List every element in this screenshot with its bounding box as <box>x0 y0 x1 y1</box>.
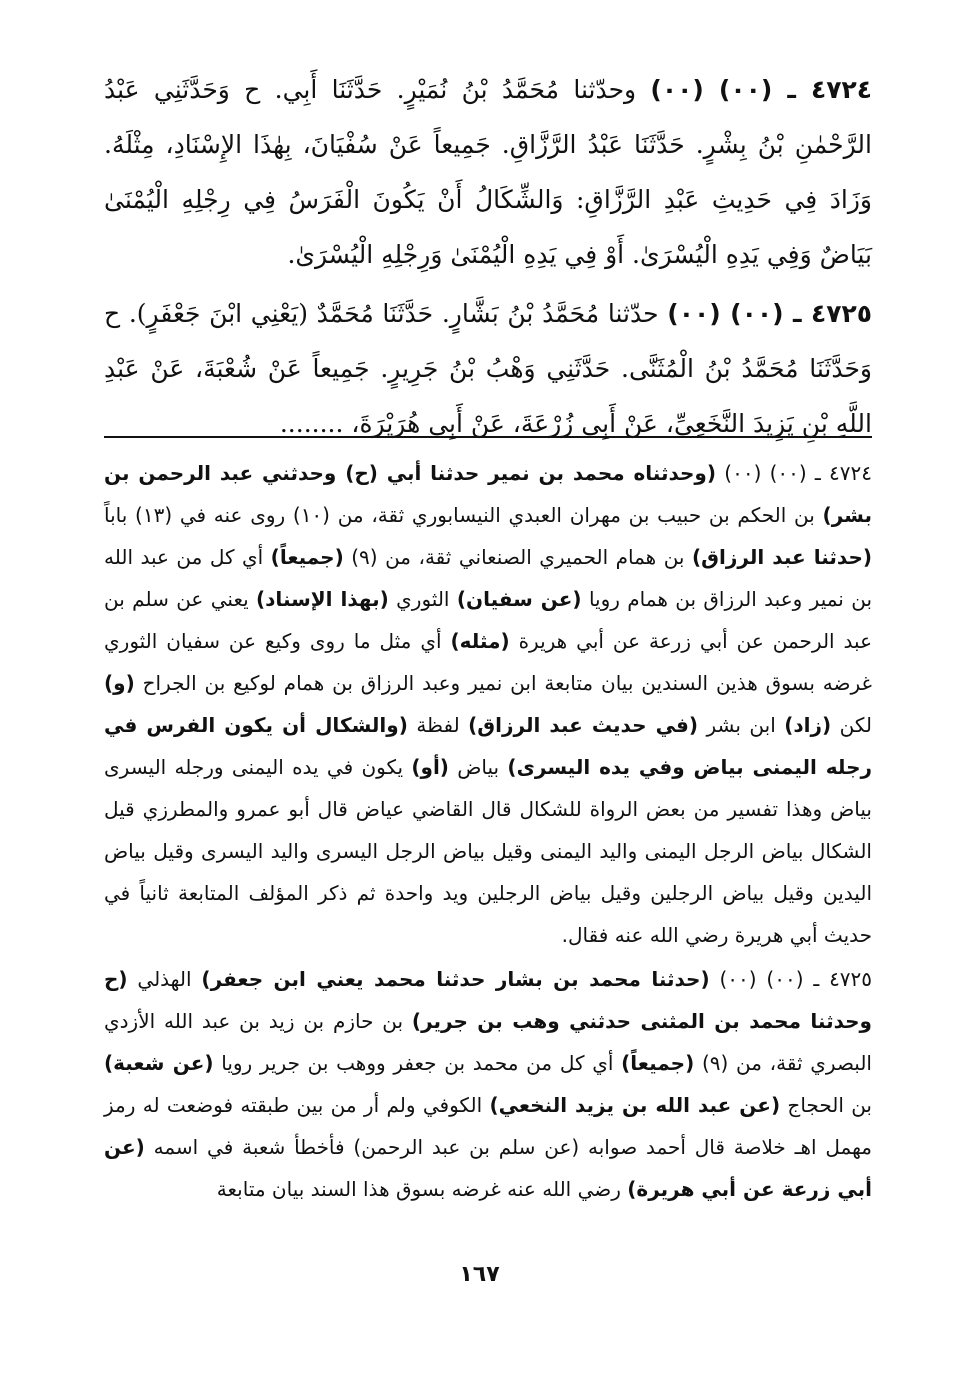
hadith-number: ٤٧٢٥ ـ (٠٠) (٠٠) <box>667 299 873 328</box>
explanation-text: يعني عن سلم بن عبد الرحمن عن أبي زرعة عن أبي هريرة <box>104 587 873 653</box>
explanation-text: لكن <box>839 713 873 737</box>
quoted-text: (جميعاً) <box>621 1051 695 1075</box>
explanation-text: ابن بشر <box>706 713 776 737</box>
hadith-number: ٤٧٢٤ ـ (٠٠) (٠٠) <box>650 75 872 104</box>
quoted-text: (حدثنا عبد الرزاق) <box>691 545 873 569</box>
explanation-text: بن الحكم بن حبيب بن مهران العبدي النيسابوري ثقة، من (١٠) روى عنه في (١٣) باباً <box>104 503 815 527</box>
explanation-text: بن الحجاج <box>787 1093 872 1117</box>
hadith-body: وحدّثنا مُحَمَّدُ بْنُ نُمَيْرٍ. حَدَّثَنَا أَبِي. ح وَحَدَّثَنِي عَبْدُ الرَّحْمٰنِ بْنُ بِشْرٍ. حَدَّثَنَا عَبْدُ الرَّزَّاقِ. جَمِيعاً عَنْ سُفْيَانَ، بِهٰذَا الإِسْنَادِ، مِثْلَهُ. وَزَادَ فِي حَدِيثِ عَبْدِ الرَّزَّاقِ: وَالشِّكَالُ أَنْ يَكُونَ الْفَرَسُ فِي رِجْلِهِ الْيُمْنَىٰ بَيَاضٌ وَفِي يَدِهِ الْيُسْرَىٰ. أَوْ فِي يَدِهِ الْيُمْنَىٰ وَرِجْلِهِ الْيُسْرَىٰ. <box>104 75 872 269</box>
quoted-text: (عن شعبة) <box>104 1051 214 1075</box>
explanation-text: رضي الله عنه غرضه بسوق هذا السند بيان متابعة <box>216 1177 621 1201</box>
quoted-text: (عن سفيان) <box>456 587 582 611</box>
quoted-text: (حدثنا محمد بن بشار حدثنا محمد يعني ابن جعفر) <box>201 967 710 991</box>
explanation-text: الثوري <box>396 587 450 611</box>
commentary-4725 <box>104 958 872 1210</box>
explanation-text: أي كل من عبد الله بن نمير وعبد الرزاق بن همام رويا <box>104 545 873 611</box>
quoted-text: (عن عبد الله بن يزيد النخعي) <box>489 1093 781 1117</box>
quoted-text: (و) <box>104 671 135 695</box>
explanation-text: بياض <box>457 755 500 779</box>
quoted-text: (ح وحدثنا محمد بن المثنى حدثني وهب بن جرير) <box>104 967 872 1033</box>
commentary-number: ٤٧٢٤ ـ (٠٠) (٠٠) <box>724 461 872 485</box>
hadith-4724 <box>104 62 872 282</box>
quoted-text: (جميعاً) <box>270 545 344 569</box>
quoted-text: (زاد) <box>784 713 832 737</box>
explanation-text: يكون في يده اليمنى ورجله اليسرى بياض وهذا تفسير من بعض الرواة للشكال قال القاضي عياض قال أبو عمرو والمطرزي قيل الشكال بياض الرجل اليمنى واليد اليمنى وقيل بياض الرجل اليسرى واليد اليسرى وقيل بياض اليدين وقيل بياض الرجلين وقيل بياض الرجلين ويد واحدة ثم ذكر المؤلف المتابعة ثانياً في حديث أبي هريرة رضي الله عنه فقال. <box>104 755 872 947</box>
quoted-text: (بهذا الإسناد) <box>256 587 389 611</box>
quoted-text: (وحدثناه محمد بن نمير حدثنا أبي (ح) وحدثني عبد الرحمن بن بشر) <box>104 461 872 527</box>
quoted-text: (في حديث عبد الرزاق) <box>468 713 699 737</box>
explanation-text: الكوفي ولم أر من بين طبقته فوضعت له رمز مهمل اهـ خلاصة قال أحمد صوابه (عن سلم بن عبد الرحمن) فأخطأ شعبة في اسمه <box>104 1093 873 1159</box>
quoted-text: (عن أبي زرعة عن أبي هريرة) <box>104 1135 872 1201</box>
commentary-4724 <box>104 452 872 956</box>
explanation-text: أي كل من محمد بن جعفر ووهب بن جرير رويا <box>221 1051 614 1075</box>
quoted-text: (مثله) <box>450 629 510 653</box>
section-divider <box>104 436 872 438</box>
quoted-text: (والشكال أن يكون الفرس في رجله اليمنى بياض وفي يده اليسرى) <box>104 713 872 779</box>
page-number: ١٦٧ <box>459 1262 500 1287</box>
hadith-4725 <box>104 286 872 451</box>
explanation-text: أي مثل ما روى وكيع عن سفيان الثوري غرضه بسوق هذين السندين بيان متابعة ابن نمير وعبد الرزاق بن همام لوكيع بن الجراح <box>104 629 872 695</box>
quoted-text: (أو) <box>411 755 449 779</box>
main-hadith-text <box>104 62 872 455</box>
explanation-text: بن حازم بن زيد بن عبد الله الأزدي البصري ثقة، من (٩) <box>104 1009 872 1075</box>
explanation-text: الهذلي <box>137 967 192 991</box>
hadith-body: حدّثنا مُحَمَّدُ بْنُ بَشَّارٍ. حَدَّثَنَا مُحَمَّدٌ (يَعْنِي ابْنَ جَعْفَرٍ). ح وَحَدَّثَنَا مُحَمَّدُ بْنُ الْمُثَنَّى. حَدَّثَنِي وَهْبُ بْنُ جَرِيرٍ. جَمِيعاً عَنْ شُعْبَةَ، عَنْ عَبْدِ اللَّهِ بْنِ يَزِيدَ النَّخَعِيِّ، عَنْ أَبِي زُرْعَةَ، عَنْ أَبِي هُرَيْرَةَ، ........ <box>104 299 872 438</box>
explanation-text: بن همام الحميري الصنعاني ثقة، من (٩) <box>351 545 685 569</box>
explanation-text: لفظة <box>416 713 460 737</box>
commentary-number: ٤٧٢٥ ـ (٠٠) (٠٠) <box>719 967 873 991</box>
commentary-section <box>104 452 872 1212</box>
